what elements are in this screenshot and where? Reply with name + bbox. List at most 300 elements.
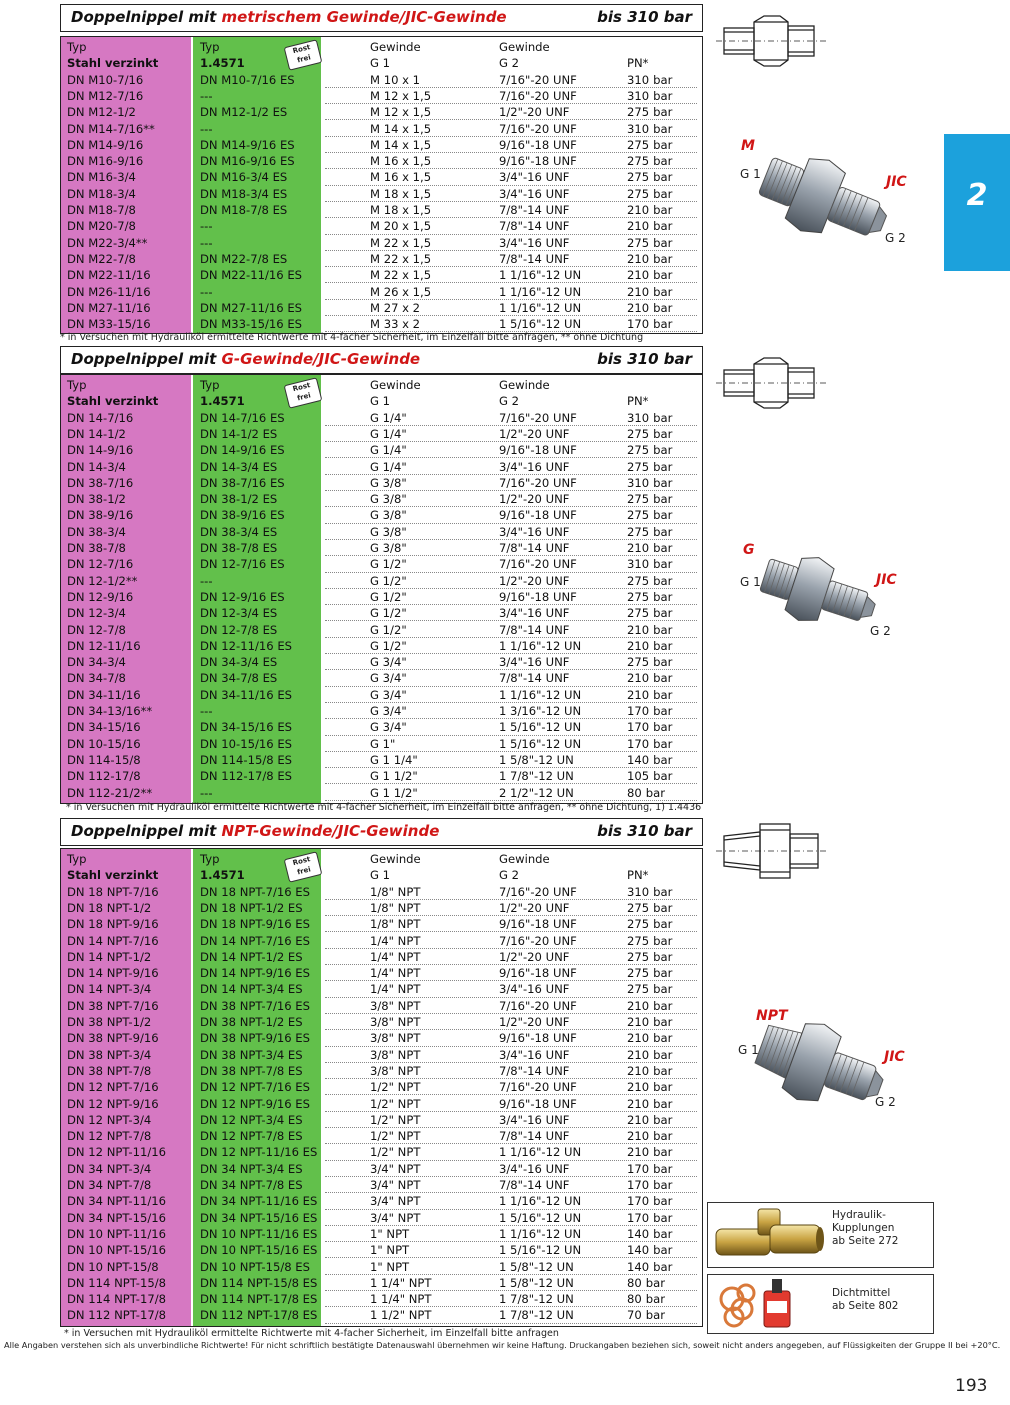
type-galvanized: DN 18 NPT-9/16 [67, 917, 159, 932]
pressure-value: 210 [627, 1112, 650, 1127]
pressure-value: 310 [627, 557, 650, 572]
type-galvanized: DN M26-11/16 [67, 284, 151, 299]
pressure-unit: bar [653, 557, 673, 572]
thread-g2: 1/2"-20 UNF [499, 949, 570, 964]
pressure-nominal [627, 88, 672, 104]
pressure-unit: bar [653, 219, 673, 234]
technical-drawing-npt [716, 816, 826, 886]
table-row [61, 884, 702, 900]
pressure-unit: bar [653, 541, 673, 555]
cross-reference-sealant[interactable]: Dichtmittel ab Seite 802 [707, 1274, 934, 1334]
pressure-nominal [627, 1047, 672, 1063]
pressure-nominal [627, 104, 672, 120]
pressure-nominal [627, 491, 672, 507]
pressure-nominal [627, 1226, 672, 1242]
footnote: * in Versuchen mit Hydrauliköl ermittelte Richtwerte mit 4-facher Sicherheit, im Einzelfall bitte anfragen [64, 1328, 559, 1339]
column-header: Gewinde [370, 852, 421, 866]
table-header-row [61, 393, 702, 409]
pressure-value: 170 [627, 704, 650, 718]
pressure-value: 140 [627, 1226, 650, 1241]
pressure-nominal [627, 169, 672, 185]
table-row [61, 507, 702, 523]
thread-g1: 1 1/4" NPT [370, 1275, 432, 1290]
footnote: * in Versuchen mit Hydrauliköl ermittelte Richtwerte mit 4-facher Sicherheit, im Einzelfall bitte anfragen, ** ohne Dichtung [60, 332, 644, 343]
type-stainless: DN 10 NPT-15/8 ES [200, 1259, 310, 1274]
table-row [61, 949, 702, 965]
type-stainless: DN 34-11/16 ES [200, 687, 293, 702]
thread-g1: 3/4" NPT [370, 1161, 421, 1176]
pressure-nominal [627, 900, 672, 916]
pressure-unit: bar [653, 655, 673, 670]
thread-g1: G 1/2" [370, 638, 407, 653]
table-row [61, 1161, 702, 1177]
column-header: Gewinde [499, 378, 550, 392]
pressure-value: 70 [627, 1308, 642, 1323]
table-row [61, 426, 702, 442]
type-galvanized: DN 38-7/16 [67, 475, 134, 490]
type-stainless: --- [200, 284, 213, 299]
pressure-nominal [627, 638, 672, 654]
type-stainless: DN 18 NPT-9/16 ES [200, 917, 310, 932]
pressure-value: 275 [627, 492, 650, 507]
pressure-unit: bar [653, 769, 673, 784]
product-table [60, 36, 703, 334]
pressure-nominal [627, 998, 672, 1014]
thread-g1: G 3/4" [370, 655, 407, 670]
type-galvanized: DN 14-1/2 [67, 426, 126, 441]
pressure-unit: bar [653, 170, 673, 185]
pressure-unit: bar [653, 671, 673, 686]
g2-label: G 2 [885, 231, 906, 245]
pressure-value: 210 [627, 284, 650, 299]
type-galvanized: DN 114 NPT-17/8 [67, 1292, 166, 1307]
thread-g2: 7/16"-20 UNF [499, 884, 577, 899]
type-stainless: DN 112 NPT-17/8 ES [200, 1308, 318, 1323]
pressure-value: 210 [627, 1015, 650, 1029]
jic-label: JIC [884, 1049, 905, 1065]
thread-g2: 1 1/16"-12 UN [499, 300, 582, 315]
table-row [61, 1014, 702, 1030]
type-stainless: DN 34-15/16 ES [200, 720, 293, 735]
pressure-value: 210 [627, 1129, 650, 1144]
pressure-value: 140 [627, 1243, 650, 1258]
pressure-nominal [627, 1210, 672, 1226]
pressure-nominal [627, 589, 672, 605]
thread-g2: 3/4"-16 UNF [499, 186, 570, 201]
thread-g2: 7/16"-20 UNF [499, 557, 577, 572]
pressure-value: 310 [627, 121, 650, 136]
type-stainless: DN 38 NPT-3/4 ES [200, 1047, 303, 1062]
type-stainless: DN 14-1/2 ES [200, 426, 278, 441]
thread-g2: 9/16"-18 UNF [499, 508, 577, 523]
table-row [61, 1193, 702, 1209]
type-stainless: DN 10 NPT-11/16 ES [200, 1226, 318, 1241]
column-subheader: 1.4571 [200, 394, 245, 409]
thread-g2: 7/16"-20 UNF [499, 1080, 577, 1095]
type-stainless: DN 14 NPT-9/16 ES [200, 966, 310, 981]
pressure-value: 275 [627, 508, 650, 523]
cross-reference-hydraulic-couplings[interactable]: Hydraulik- Kupplungen ab Seite 272 [707, 1202, 934, 1268]
thread-g1: 1/4" NPT [370, 982, 421, 997]
type-stainless: DN 38-7/8 ES [200, 541, 278, 555]
column-header: Gewinde [370, 40, 421, 54]
pressure-value: 170 [627, 736, 650, 751]
column-header: Typ [200, 40, 220, 54]
thread-g2: 9/16"-18 UNF [499, 589, 577, 604]
type-stainless: DN M18-3/4 ES [200, 186, 288, 201]
thread-g2: 1/2"-20 UNF [499, 573, 570, 588]
pressure-value: 275 [627, 655, 650, 670]
thread-g1: 3/8" NPT [370, 1063, 421, 1078]
type-galvanized: DN 34-3/4 [67, 655, 126, 670]
thread-g2: 3/4"-16 UNF [499, 235, 570, 250]
thread-g2: 3/4"-16 UNF [499, 655, 570, 670]
coupling-image [714, 1205, 826, 1265]
pressure-unit: bar [645, 785, 665, 800]
pressure-value: 210 [627, 300, 650, 315]
column-subheader: 1.4571 [200, 868, 245, 883]
pressure-value: 210 [627, 1047, 650, 1062]
table-row [61, 104, 702, 120]
pressure-nominal [627, 933, 672, 949]
type-galvanized: DN 12 NPT-11/16 [67, 1145, 166, 1160]
thread-g2: 7/16"-20 UNF [499, 475, 577, 490]
table-row [61, 153, 702, 169]
pressure-unit: bar [653, 268, 673, 283]
pressure-unit: bar [653, 1031, 673, 1046]
thread-g1: G 1 1/2" [370, 785, 418, 800]
type-galvanized: DN 12-7/8 [67, 622, 126, 637]
type-stainless: DN 12 NPT-9/16 ES [200, 1096, 310, 1111]
thread-g2: 1 5/8"-12 UN [499, 1259, 574, 1274]
pressure-unit: bar [653, 1015, 673, 1029]
pressure-nominal [627, 884, 672, 900]
column-subheader: G 2 [499, 868, 520, 883]
thread-g1: 1/2" NPT [370, 1096, 421, 1111]
pressure-unit: bar [653, 1129, 673, 1144]
type-stainless: DN 34 NPT-11/16 ES [200, 1194, 318, 1209]
type-galvanized: DN M14-7/16** [67, 121, 155, 136]
type-galvanized: DN 112-17/8 [67, 769, 141, 784]
pressure-unit: bar [653, 573, 673, 588]
thread-g1: G 3/8" [370, 492, 407, 507]
pressure-nominal [627, 153, 672, 169]
pressure-unit: bar [645, 1275, 665, 1290]
type-galvanized: DN 18 NPT-1/2 [67, 900, 152, 915]
type-stainless: DN 12 NPT-3/4 ES [200, 1112, 303, 1127]
table-row [61, 1128, 702, 1144]
table-row [61, 202, 702, 218]
pressure-value: 275 [627, 235, 650, 250]
pressure-value: 170 [627, 1178, 650, 1192]
pressure-unit: bar [653, 1096, 673, 1111]
thread-g1: 1" NPT [370, 1259, 410, 1274]
type-stainless: --- [200, 121, 213, 136]
technical-drawing-g [716, 348, 826, 418]
type-stainless: DN 38-7/16 ES [200, 475, 285, 490]
pressure-value: 275 [627, 186, 650, 201]
pressure-nominal [627, 736, 672, 752]
type-galvanized: DN 38-7/8 [67, 541, 126, 555]
thread-g2: 3/4"-16 UNF [499, 982, 570, 997]
table-row [61, 235, 702, 251]
table-row [61, 1030, 702, 1046]
g1-label: G 1 [740, 167, 761, 181]
pressure-value: 210 [627, 998, 650, 1013]
thread-g1: G 1/4" [370, 459, 407, 474]
pressure-unit: bar [653, 1161, 673, 1176]
thread-g2: 2 1/2"-12 UN [499, 785, 574, 800]
thread-g1: G 3/8" [370, 508, 407, 523]
thread-g1: G 1/4" [370, 426, 407, 441]
pressure-unit: bar [653, 284, 673, 299]
pressure-unit: bar [653, 1194, 673, 1209]
pressure-nominal [627, 965, 672, 981]
pressure-unit: bar [653, 186, 673, 201]
section-title-bar [60, 4, 703, 32]
pressure-unit: bar [653, 1145, 673, 1160]
pressure-unit: bar [653, 88, 673, 103]
type-galvanized: DN 12-3/4 [67, 606, 126, 621]
type-stainless: DN M16-9/16 ES [200, 154, 295, 169]
pressure-value: 275 [627, 982, 650, 997]
pressure-nominal [627, 1128, 672, 1144]
disclaimer: Alle Angaben verstehen sich als unverbindliche Richtwerte! Für nicht schriftlich bestätigte Datenauswahl übernehmen wir keine Haftung. Druckangaben beziehen sich, soweit nicht anders angegeben, auf Flüssigkeiten der Gruppe II bei +20°C. [4, 1340, 1001, 1350]
thread-g2: 7/16"-20 UNF [499, 410, 577, 425]
table-row [61, 1047, 702, 1063]
jic-label: JIC [876, 572, 897, 588]
table-row [61, 1226, 702, 1242]
table-row [61, 768, 702, 784]
thread-g2: 3/4"-16 UNF [499, 606, 570, 621]
pressure-value: 80 [627, 785, 642, 800]
thread-g1: M 14 x 1,5 [370, 121, 432, 136]
type-stainless: DN 10 NPT-15/16 ES [200, 1243, 318, 1258]
type-galvanized: DN 38-1/2 [67, 492, 126, 507]
pressure-value: 210 [627, 219, 650, 234]
table-header-row [61, 851, 702, 867]
thread-type-label: M [741, 138, 755, 154]
stainless-badge-icon: Rost frei [284, 39, 323, 71]
pressure-value: 275 [627, 170, 650, 185]
pressure-nominal [627, 316, 672, 332]
table-row [61, 1112, 702, 1128]
thread-g2: 7/8"-14 UNF [499, 1178, 570, 1192]
type-galvanized: DN 38 NPT-1/2 [67, 1015, 152, 1029]
thread-g2: 1 5/16"-12 UN [499, 736, 582, 751]
technical-drawing-metric [716, 6, 826, 76]
type-galvanized: DN 34 NPT-3/4 [67, 1161, 152, 1176]
type-stainless: --- [200, 704, 213, 718]
table-row [61, 556, 702, 572]
thread-g1: M 16 x 1,5 [370, 170, 432, 185]
pressure-value: 210 [627, 1096, 650, 1111]
pressure-nominal [627, 1291, 665, 1307]
pressure-unit: bar [653, 917, 673, 932]
table-row [61, 137, 702, 153]
type-galvanized: DN M16-9/16 [67, 154, 144, 169]
thread-g1: M 12 x 1,5 [370, 105, 432, 120]
thread-g1: M 14 x 1,5 [370, 137, 432, 152]
type-galvanized: DN 34 NPT-11/16 [67, 1194, 166, 1209]
thread-g2: 1 7/8"-12 UN [499, 1308, 574, 1323]
pressure-unit: bar [653, 524, 673, 539]
table-row [61, 1307, 702, 1323]
table-row [61, 284, 702, 300]
thread-g1: M 22 x 1,5 [370, 235, 432, 250]
type-galvanized: DN 12-7/16 [67, 557, 134, 572]
type-stainless: DN 18 NPT-1/2 ES [200, 900, 303, 915]
table-row [61, 638, 702, 654]
pressure-nominal [627, 981, 672, 997]
table-row [61, 524, 702, 540]
type-stainless: DN 14 NPT-3/4 ES [200, 982, 303, 997]
pressure-unit: bar [653, 1080, 673, 1095]
pressure-unit: bar [653, 638, 673, 653]
pressure-unit: bar [653, 1112, 673, 1127]
type-stainless: --- [200, 235, 213, 250]
type-stainless: DN M18-7/8 ES [200, 203, 288, 217]
thread-g1: 1 1/2" NPT [370, 1308, 432, 1323]
stainless-badge-icon: Rost frei [284, 851, 323, 883]
type-galvanized: DN M14-9/16 [67, 137, 144, 152]
column-header: Gewinde [370, 378, 421, 392]
section-title-bar [60, 818, 703, 846]
pressure-nominal [627, 1063, 672, 1079]
type-galvanized: DN 14 NPT-9/16 [67, 966, 159, 981]
type-galvanized: DN 38 NPT-9/16 [67, 1031, 159, 1046]
pressure-nominal [627, 524, 672, 540]
type-galvanized: DN M22-11/16 [67, 268, 151, 283]
fitting-image-g [756, 548, 886, 638]
type-stainless: DN M16-3/4 ES [200, 170, 288, 185]
type-galvanized: DN 112 NPT-17/8 [67, 1308, 166, 1323]
section-title: Doppelnippel mit NPT-Gewinde/JIC-Gewinde [71, 822, 440, 840]
type-galvanized: DN M27-11/16 [67, 300, 151, 315]
type-stainless: DN 14-9/16 ES [200, 443, 285, 458]
pressure-value: 140 [627, 752, 650, 767]
pressure-unit: bar [653, 966, 673, 981]
type-galvanized: DN 38 NPT-7/16 [67, 998, 159, 1013]
pressure-value: 170 [627, 1194, 650, 1209]
table-row [61, 573, 702, 589]
table-row [61, 1079, 702, 1095]
g1-label: G 1 [738, 1043, 759, 1057]
type-stainless: DN 12-3/4 ES [200, 606, 278, 621]
pressure-unit: bar [653, 508, 673, 523]
pressure-value: 275 [627, 900, 650, 915]
table-row [61, 1275, 702, 1291]
pressure-nominal [627, 605, 672, 621]
thread-g1: G 1/4" [370, 443, 407, 458]
thread-g2: 9/16"-18 UNF [499, 1031, 577, 1046]
pressure-nominal [627, 1242, 672, 1258]
pressure-nominal [627, 719, 672, 735]
column-header: Gewinde [499, 852, 550, 866]
pressure-unit: bar [653, 410, 673, 425]
product-table [60, 848, 703, 1327]
type-galvanized: DN 10 NPT-11/16 [67, 1226, 166, 1241]
section-title-bar [60, 346, 703, 374]
table-row [61, 916, 702, 932]
thread-g2: 7/16"-20 UNF [499, 72, 577, 87]
pressure-nominal [627, 949, 672, 965]
column-subheader: G 2 [499, 56, 520, 71]
pressure-value: 275 [627, 606, 650, 621]
pressure-value: 80 [627, 1275, 642, 1290]
pressure-value: 275 [627, 459, 650, 474]
pressure-nominal [627, 1144, 672, 1160]
type-galvanized: DN 14-7/16 [67, 410, 134, 425]
pressure-unit: bar [653, 492, 673, 507]
type-galvanized: DN 14 NPT-7/16 [67, 933, 159, 948]
type-galvanized: DN M20-7/8 [67, 219, 136, 234]
table-row [61, 1242, 702, 1258]
type-stainless: DN 12-7/16 ES [200, 557, 285, 572]
type-stainless: DN 14 NPT-7/16 ES [200, 933, 310, 948]
thread-g2: 7/8"-14 UNF [499, 219, 570, 234]
column-subheader: G 2 [499, 394, 520, 409]
thread-g1: 3/8" NPT [370, 1047, 421, 1062]
thread-g2: 1/2"-20 UNF [499, 105, 570, 120]
pressure-unit: bar [653, 589, 673, 604]
type-stainless: DN 114 NPT-15/8 ES [200, 1275, 318, 1290]
type-galvanized: DN 38 NPT-7/8 [67, 1063, 152, 1078]
table-row [61, 719, 702, 735]
thread-g2: 1/2"-20 UNF [499, 492, 570, 507]
pressure-value: 275 [627, 589, 650, 604]
type-galvanized: DN M22-7/8 [67, 251, 136, 266]
pressure-nominal [627, 1112, 672, 1128]
pressure-value: 170 [627, 317, 650, 332]
pressure-value: 310 [627, 884, 650, 899]
table-row [61, 442, 702, 458]
table-row [61, 785, 702, 801]
pressure-unit: bar [653, 1063, 673, 1078]
section-title: Doppelnippel mit G-Gewinde/JIC-Gewinde [71, 350, 421, 368]
thread-g1: M 18 x 1,5 [370, 203, 432, 217]
pressure-value: 275 [627, 426, 650, 441]
pressure-value: 210 [627, 622, 650, 637]
table-row [61, 670, 702, 686]
thread-g2: 7/8"-14 UNF [499, 671, 570, 686]
thread-g2: 1 1/16"-12 UN [499, 1226, 582, 1241]
pressure-value: 275 [627, 949, 650, 964]
table-row [61, 687, 702, 703]
table-row [61, 72, 702, 88]
type-galvanized: DN 14-9/16 [67, 443, 134, 458]
column-subheader: Stahl verzinkt [67, 868, 159, 883]
thread-g1: G 3/8" [370, 475, 407, 490]
pressure-value: 210 [627, 251, 650, 266]
type-stainless: DN 12-9/16 ES [200, 589, 285, 604]
type-galvanized: DN 10 NPT-15/8 [67, 1259, 159, 1274]
thread-g2: 3/4"-16 UNF [499, 170, 570, 185]
thread-g2: 1 7/8"-12 UN [499, 769, 574, 784]
pressure-value: 210 [627, 671, 650, 686]
type-stainless: DN 38 NPT-1/2 ES [200, 1015, 303, 1029]
pressure-unit: bar [653, 720, 673, 735]
type-galvanized: DN 12 NPT-9/16 [67, 1096, 159, 1111]
pressure-unit: bar [653, 475, 673, 490]
type-galvanized: DN M10-7/16 [67, 72, 144, 87]
pressure-nominal [627, 670, 672, 686]
thread-g1: 1" NPT [370, 1226, 410, 1241]
type-stainless: DN M14-9/16 ES [200, 137, 295, 152]
pressure-unit: bar [653, 137, 673, 152]
pressure-value: 80 [627, 1292, 642, 1307]
pressure-unit: bar [653, 704, 673, 718]
